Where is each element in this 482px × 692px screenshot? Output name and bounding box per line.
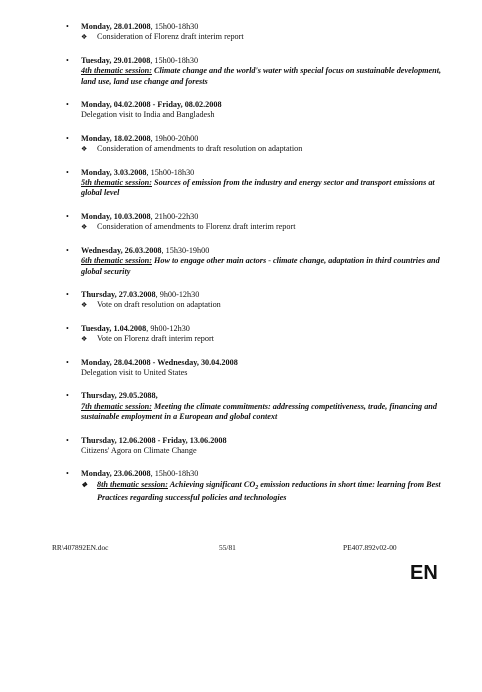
list-item	[66, 436, 446, 457]
session-label: 4th thematic session:	[81, 66, 152, 76]
entry-sub-text: Vote on Florenz draft interim report	[97, 334, 214, 344]
list-item	[66, 56, 446, 87]
entry-date: Monday, 28.04.2008 - Wednesday, 30.04.2008	[81, 357, 238, 367]
session-label: 8th thematic session:	[97, 479, 168, 489]
bullet-icon: •	[66, 167, 69, 177]
list-item	[66, 290, 446, 311]
session-label: 7th thematic session:	[81, 401, 152, 411]
session-label: 5th thematic session:	[81, 178, 152, 188]
entry-detail: Citizens' Agora on Climate Change	[81, 445, 197, 455]
list-item	[66, 100, 446, 121]
entry-sub-item	[81, 144, 446, 154]
entry-time: , 21h00-22h30	[150, 211, 199, 221]
thematic-session	[81, 402, 446, 423]
bullet-icon: •	[66, 357, 69, 367]
entry-time: , 15h00-18h30	[150, 22, 199, 31]
session-text-subscript: 2	[255, 484, 259, 491]
session-text: How to engage other main actors - climate change, adaptation in third countries and global security	[81, 256, 440, 276]
entry-sub-item	[81, 334, 446, 344]
entry-date: Monday, 04.02.2008 - Friday, 08.02.2008	[81, 100, 222, 110]
entry-date: Wednesday, 26.03.2008	[81, 245, 162, 255]
entry-sub-text: Consideration of Florenz draft interim report	[97, 32, 244, 42]
entry-time: , 15h00-18h30	[146, 167, 195, 177]
entry-date: Monday, 23.06.2008	[81, 469, 151, 479]
entry-sub-text: Vote on draft resolution on adaptation	[97, 300, 221, 310]
list-item	[66, 469, 446, 503]
thematic-session	[81, 66, 446, 87]
list-item	[66, 134, 446, 155]
entry-date: Monday, 28.01.2008	[81, 22, 151, 31]
entry-date: Monday, 10.03.2008	[81, 211, 151, 221]
entry-time: , 15h00-18h30	[150, 469, 199, 479]
session-text: Sources of emission from the industry and energy sector and transport emissions at global level	[81, 178, 435, 198]
bullet-icon: •	[66, 469, 69, 479]
footer-reference: PE407.892v02-00	[343, 543, 397, 552]
list-item	[66, 22, 446, 43]
thematic-session	[81, 480, 446, 504]
session-label: 6th thematic session:	[81, 256, 152, 266]
entry-date: Thursday, 27.03.2008	[81, 289, 156, 299]
list-item	[66, 391, 446, 422]
entry-time: , 9h00-12h30	[146, 323, 190, 333]
diamond-bullet-icon: ❖	[81, 145, 88, 154]
entry-sub-item	[81, 222, 446, 232]
entry-sub-text: Consideration of amendments to Florenz draft interim report	[97, 222, 296, 232]
list-item	[66, 324, 446, 345]
diamond-bullet-icon: ❖	[81, 335, 88, 344]
bullet-icon: •	[66, 211, 69, 221]
bullet-icon: •	[66, 100, 69, 110]
entry-detail: Delegation visit to India and Bangladesh	[81, 110, 215, 120]
bullet-icon: •	[66, 435, 69, 445]
bullet-icon: •	[66, 289, 69, 299]
entry-time: , 15h00-18h30	[150, 55, 199, 65]
entry-date: Monday, 3.03.2008	[81, 167, 147, 177]
thematic-session	[81, 178, 446, 199]
diamond-bullet-icon: ❖	[81, 223, 88, 232]
language-badge: EN	[410, 562, 438, 584]
entry-time: , 9h00-12h30	[155, 289, 200, 299]
bullet-icon: •	[66, 55, 69, 65]
footer-page-number: 55/81	[219, 543, 236, 552]
bullet-icon: •	[66, 133, 69, 143]
session-text: emission reductions in short time: learning from Best Practices regarding successful policies and technologies	[97, 479, 441, 503]
entry-date: Monday, 18.02.2008	[81, 133, 151, 143]
entry-time: , 19h00-20h00	[150, 133, 199, 143]
meeting-schedule-list	[66, 22, 446, 517]
footer-doc-name: RR\407892EN.doc	[52, 543, 109, 552]
entry-date: Tuesday, 29.01.2008	[81, 55, 151, 65]
session-text: Climate change and the world's water with special focus on sustainable development, land use, land use change and forests	[81, 66, 442, 86]
entry-sub-item	[81, 300, 446, 310]
entry-date: Thursday, 29.05.2088,	[81, 391, 158, 401]
thematic-session	[81, 256, 446, 277]
diamond-bullet-icon: ❖	[81, 33, 88, 42]
entry-time: , 15h30-19h00	[161, 245, 210, 255]
bullet-icon: •	[66, 391, 69, 401]
diamond-bullet-icon: ❖	[81, 301, 88, 310]
entry-sub-text: Consideration of amendments to draft resolution on adaptation	[97, 144, 303, 154]
list-item	[66, 246, 446, 277]
list-item	[66, 168, 446, 199]
diamond-bullet-icon: ❖	[81, 480, 88, 489]
list-item	[66, 212, 446, 233]
entry-date: Thursday, 12.06.2008 - Friday, 13.06.2008	[81, 435, 227, 445]
entry-detail: Delegation visit to United States	[81, 367, 188, 377]
entry-date: Tuesday, 1.04.2008	[81, 323, 147, 333]
session-text: Meeting the climate commitments: addressing competitiveness, trade, financing and sustainable employment in a European and global context	[81, 401, 437, 422]
session-text: Achieving significant CO	[167, 479, 256, 489]
entry-sub-item	[81, 32, 446, 42]
bullet-icon: •	[66, 245, 69, 255]
bullet-icon: •	[66, 22, 69, 31]
bullet-icon: •	[66, 323, 69, 333]
list-item	[66, 358, 446, 379]
